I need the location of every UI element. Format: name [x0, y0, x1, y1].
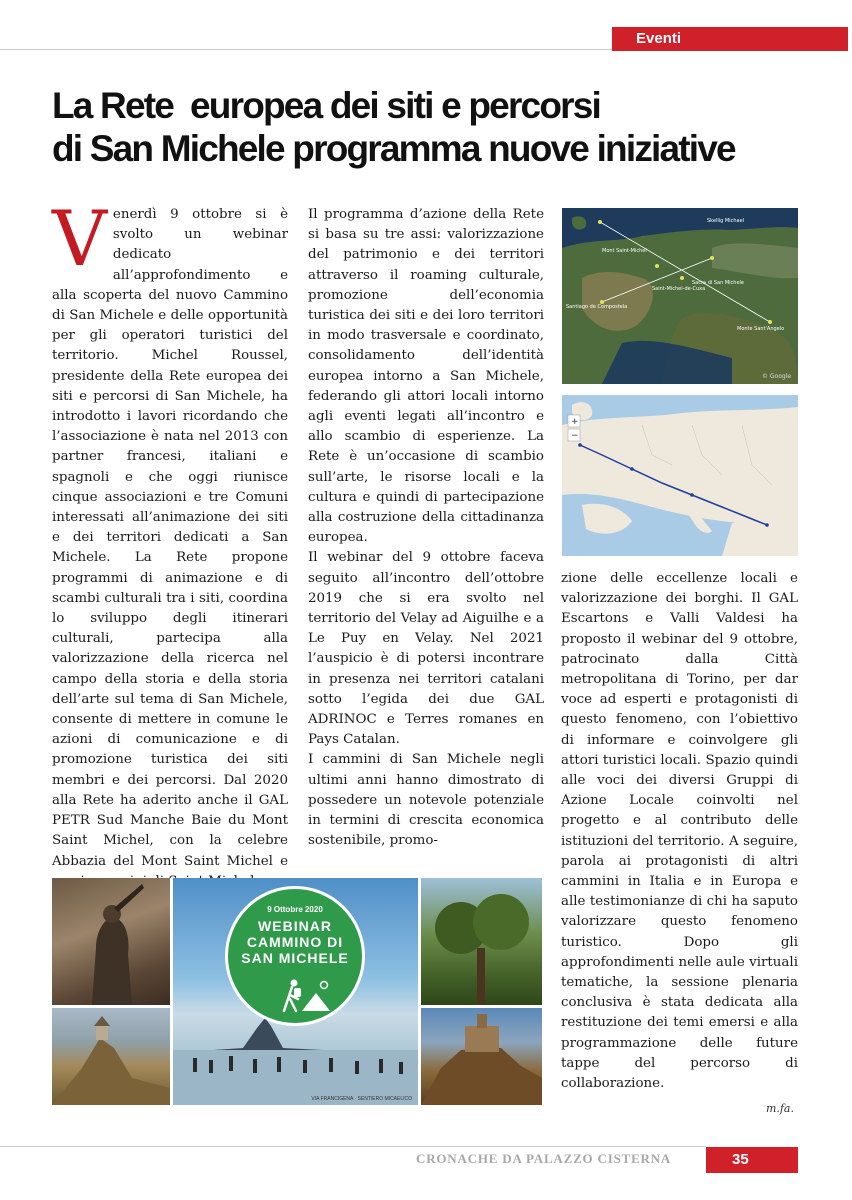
map-label-4: Sacra di San Michele — [692, 280, 745, 286]
page-number: 35 — [706, 1147, 798, 1173]
publication-name: CRONACHE DA PALAZZO CISTERNA — [416, 1151, 672, 1166]
chapel-svg — [52, 1008, 170, 1105]
map-label-3: Saint-Michel-de-Cuxa — [652, 286, 706, 292]
map-watermark: © Google — [762, 373, 792, 380]
mont-saint-michel-photo — [173, 878, 418, 1105]
map-label-6: Santiago de Compostela — [566, 304, 628, 310]
hilltop-chapel-photo — [52, 1008, 170, 1105]
article-column-2 — [308, 205, 544, 852]
map-label-1: Skellig Michael — [707, 218, 745, 224]
headline-line-1: La Rete europea dei siti e percorsi — [52, 85, 600, 126]
olive-tree-photo — [421, 878, 542, 1005]
route-map-svg — [562, 395, 798, 556]
bottom-rule — [0, 1146, 706, 1147]
badge-title: WEBINAR CAMMINO DI SAN MICHELE — [241, 918, 349, 966]
saint-michael-statue-photo — [52, 878, 170, 1005]
photo-collage — [52, 878, 542, 1105]
headline-line-2: di San Michele programma nuove iniziative — [52, 128, 735, 169]
section-tag: Eventi — [612, 27, 848, 51]
column-3-text: zione delle eccellenze locali e valorizzazione dei borghi. Il GAL Escartons e Valli Valdesi ha proposto il webinar del 9 ottobre, patrocinato dalla Città metropolitana di Torino, per dar voce ad esperti e protagonisti di questo fenomeno, con l’obiettivo di informare e coinvolgere gli attori turistici locali. Spazio quindi alle voci dei diversi Gruppi di Azione Locale coinvolti nel progetto e al contributo delle istituzioni del territorio. A seguire, parola ai protagonisti di altri cammini in Italia e in Europa e alle testimonianze di chi ha saputo valorizzare questo fenomeno turistico. Dopo gli approfondimenti nelle aule virtuali tematiche, la sessione plenaria conclusiva è stata dedicata alla restituzione dei temi emersi e alla programmazione delle future tappe del percorso di collaborazione. — [561, 571, 798, 1092]
column-2-paragraph-1: Il programma d’azione della Rete si basa su tre assi: valorizzazione del patrimonio e dei territori attraverso il roaming culturale, promozione dell’economia turistica dei siti e dei loro territori in modo trasversale e coordinato, consolidamento dell’identità europea intorno a San Michele, federando gli attori locali intorno agli eventi legati all’incontro e allo scambio di esperienze. La Rete è un’occasione di scambio sull’arte, le risorse locali e la cultura e quindi di partecipazione alla costruzione della cittadinanza europea. — [308, 207, 544, 546]
column-1-text: enerdì 9 ottobre si è svolto un webinar dedicato all’approfondimento e alla scoperta del nuovo Cammino di San Michele e delle opportunità per gli operatori turistici del territorio. Michel Roussel, presidente della Rete europea dei siti e percorsi di San Michele, ha introdotto i lavori ricordando che l’associazione è nata nel 2013 con partner francesi, italiani e spagnoli e che oggi riunisce cinque associazioni e tre Comuni interessati all’animazione dei siti e dei territori dedicati a San Michele. La Rete propone programmi di animazione e di scambi culturali tra i siti, coordina lo sviluppo degli itinerari culturali, partecipa alla valorizzazione della ricerca nel campo della storia e della storia dell’arte sul tema di San Michele, consente di mettere in comune le azioni di comunicazione e di promozione turistica dei siti membri e dei percorsi. Dal 2020 alla Rete ha aderito anche il GAL PETR Sud Manche Baie du Mont Saint Michel, con la celebre Abbazia del Mont Saint Michel e — [52, 207, 288, 869]
zoom-in-button[interactable]: + — [571, 417, 579, 427]
map-label-2: Mont Saint-Michel — [602, 248, 647, 254]
satellite-map-svg — [562, 208, 798, 384]
route-map-image — [562, 395, 798, 556]
top-rule — [0, 49, 612, 50]
column-2-paragraph-2: Il webinar del 9 ottobre faceva seguito all’incontro dell’ottobre 2019 che si era svolto nel territorio del Velay ad Aiguilhe e a Le Puy en Velay. Nel 2021 l’auspicio è di potersi incontrare in presenza nei territori catalani sotto l’egida dei due GAL ADRINOC e Terres romanes en Pays Catalan. — [308, 550, 544, 748]
article-column-1 — [52, 194, 288, 892]
author-signature: m.fa. — [765, 1102, 794, 1115]
webinar-badge — [225, 886, 365, 1026]
map-label-5: Monte Sant'Angelo — [737, 326, 785, 332]
photo-caption: VIA FRANCIGENA · SENTIERO MICAELICO — [311, 1096, 412, 1102]
sacra-di-san-michele-photo — [421, 1008, 542, 1105]
drop-cap: V — [52, 194, 107, 283]
article-headline — [52, 84, 822, 170]
hiker-icon — [272, 977, 332, 1013]
badge-date: 9 Ottobre 2020 — [267, 905, 323, 914]
statue-svg — [52, 878, 170, 1005]
article-column-3 — [561, 569, 798, 1094]
tree-svg — [421, 878, 542, 1005]
zoom-out-button[interactable]: − — [571, 431, 579, 441]
column-2-paragraph-3: I cammini di San Michele negli ultimi anni hanno dimostrato di possedere un notevole potenziale in termini di crescita economica sostenibile, promo- — [308, 752, 544, 849]
satellite-map-image — [562, 208, 798, 384]
abbey-svg — [421, 1008, 542, 1105]
